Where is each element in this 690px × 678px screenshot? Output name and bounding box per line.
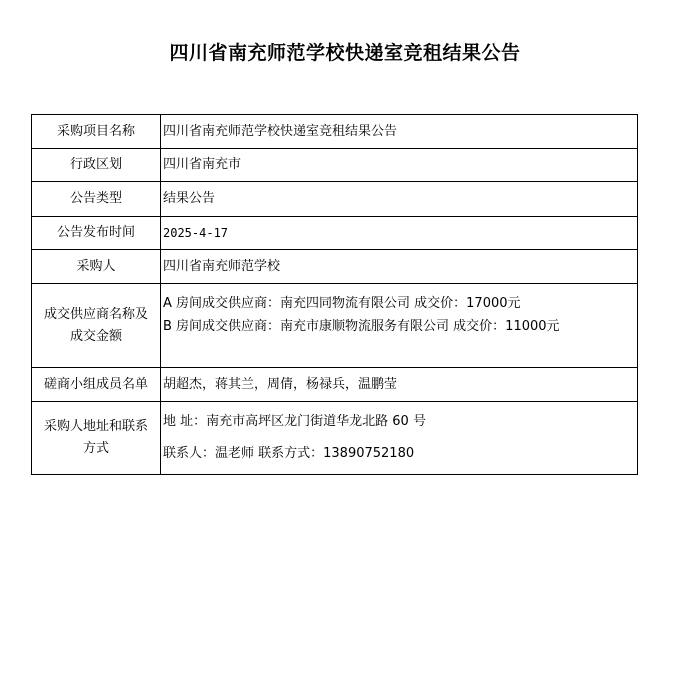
- panel-members-value: 胡超杰，蒋其兰，周倩，杨禄兵，温鹏莹: [161, 368, 638, 402]
- supplier-amount-label: [32, 284, 161, 368]
- notice-type-value: 结果公告: [161, 182, 638, 217]
- table-row: [32, 284, 638, 368]
- purchaser-label: 采购人: [32, 250, 161, 284]
- table-row: [32, 217, 638, 250]
- project-name-value: 四川省南充师范学校快递室竞租结果公告: [161, 115, 638, 149]
- purchaser-value: 四川省南充师范学校: [161, 250, 638, 284]
- supplier-b-line: B 房间成交供应商：南充市康顺物流服务有限公司 成交价：11000元: [163, 319, 560, 334]
- table-row: [32, 149, 638, 182]
- table-row: [32, 182, 638, 217]
- publish-date-value: 2025-4-17: [161, 217, 638, 250]
- contact-value: [161, 402, 638, 475]
- contact-label-line: 采购人地址和联系: [43, 419, 148, 434]
- address-line: 地 址：南充市高坪区龙门街道华龙北路 60 号: [163, 414, 426, 429]
- supplier-amount-label-line: 成交金额: [69, 328, 122, 344]
- region-label: 行政区划: [32, 149, 161, 182]
- panel-members-label: 磋商小组成员名单: [32, 368, 161, 402]
- table-row: [32, 368, 638, 402]
- notice-type-label: 公告类型: [32, 182, 161, 217]
- contact-person-line: 联系人：温老师 联系方式：13890752180: [163, 446, 415, 461]
- announcement-table: [31, 114, 638, 475]
- table-row: [32, 115, 638, 149]
- region-value: 四川省南充市: [161, 149, 638, 182]
- supplier-amount-label-line: 成交供应商名称及: [43, 306, 148, 322]
- contact-label: [32, 402, 161, 475]
- project-name-label: 采购项目名称: [32, 115, 161, 149]
- supplier-amount-value: [161, 284, 638, 368]
- table-row: [32, 250, 638, 284]
- publish-date-label: 公告发布时间: [32, 217, 161, 250]
- contact-label-line: 方式: [82, 441, 109, 456]
- page-title: 四川省南充师范学校快递室竞租结果公告: [169, 42, 521, 64]
- table-row: [32, 402, 638, 475]
- supplier-a-line: A 房间成交供应商：南充四同物流有限公司 成交价：17000元: [163, 296, 521, 311]
